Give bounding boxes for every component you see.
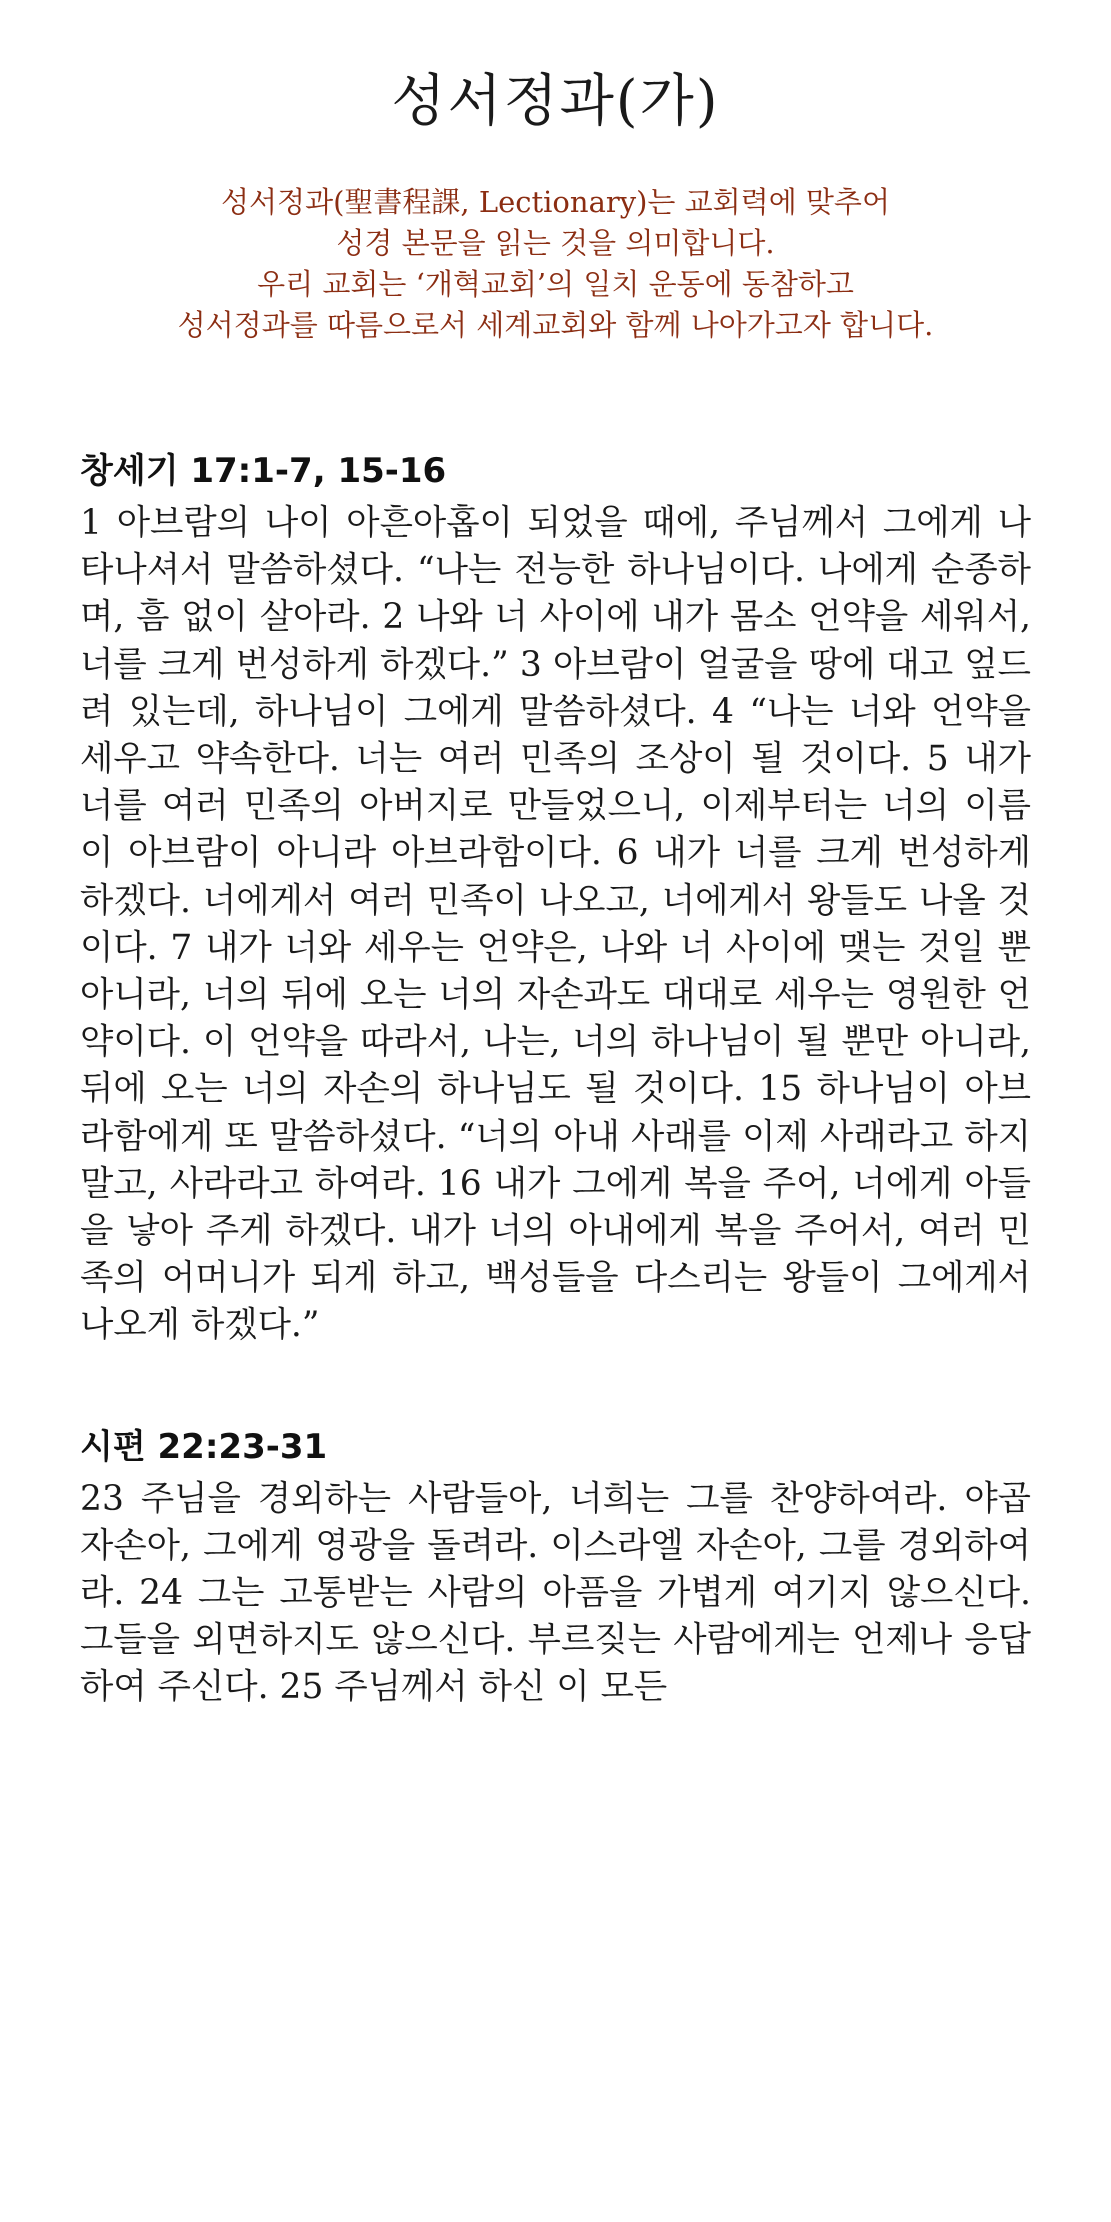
intro-line: 성서정과를 따름으로서 세계교회와 함께 나아가고자 합니다. bbox=[177, 308, 934, 342]
reading-genesis bbox=[80, 446, 1031, 1350]
reading-text: 23 주님을 경외하는 사람들아, 너희는 그를 찬양하여라. 야곱 자손아, 그에게 영광을 돌려라. 이스라엘 자손아, 그를 경외하여라. 24 그는 고통받는 사람의 아픔을 가볍게 여기지 않으신다. 그들을 외면하지도 않으신다. 부르짖는 사람에게는 언제나 응답하여 주신다. 25 주님께서 하신 이 모든 bbox=[80, 1478, 1031, 1708]
reading-reference: 시편 22:23-31 bbox=[80, 1426, 328, 1467]
reading-reference: 창세기 17:1-7, 15-16 bbox=[80, 451, 447, 491]
reading-psalms bbox=[80, 1422, 1031, 1712]
intro-line: 성경 본문을 읽는 것을 의미합니다. bbox=[336, 226, 775, 260]
reading-text: 1 아브람의 나이 아흔아홉이 되었을 때에, 주님께서 그에게 나타나셔서 말씀하셨다. “나는 전능한 하나님이다. 나에게 순종하며, 흠 없이 살아라. 2 나와 너 사이에 내가 몸소 언약을 세워서, 너를 크게 번성하게 하겠다.” 3 아브람이 얼굴을 땅에 대고 엎드려 있는데, 하나님이 그에게 말씀하셨다. 4 “나는 너와 언약을 세우고 약속한다. 너는 여러 민족의 조상이 될 것이다. 5 내가 너를 여러 민족의 아버지로 만들었으니, 이제부터는 너의 이름이 아브람이 아니라 아브라함이다. 6 내가 너를 크게 번성하게 하겠다. 너에게서 여러 민족이 나오고, 너에게서 왕들도 나올 것이다. 7 내가 너와 세우는 언약은, 나와 너 사이에 맺는 것일 뿐 아니라, 너의 뒤에 오는 너의 자손과도 대대로 세우는 영원한 언약이다. 이 언약을 따라서, 나는, 너의 하나님이 될 뿐만 아니라, 뒤에 오는 너의 자손의 하나님도 될 것이다. 15 하나님이 아브라함에게 또 말씀하셨다. “너의 아내 사래를 이제 사래라고 하지 말고, 사라라고 하여라. 16 내가 그에게 복을 주어, 너에게 아들을 낳아 주게 하겠다. 내가 너의 아내에게 복을 주어서, 여러 민족의 어머니가 되게 하고, 백성들을 다스리는 왕들이 그에게서 나오게 하겠다.” bbox=[80, 503, 1031, 1346]
intro-line: 우리 교회는 ‘개혁교회’의 일치 운동에 동참하고 bbox=[257, 267, 854, 301]
intro-line: 성서정과(聖書程課, Lectionary)는 교회력에 맞추어 bbox=[221, 185, 890, 219]
page-title: 성서정과(가) bbox=[391, 69, 720, 134]
intro-text bbox=[80, 182, 1031, 346]
